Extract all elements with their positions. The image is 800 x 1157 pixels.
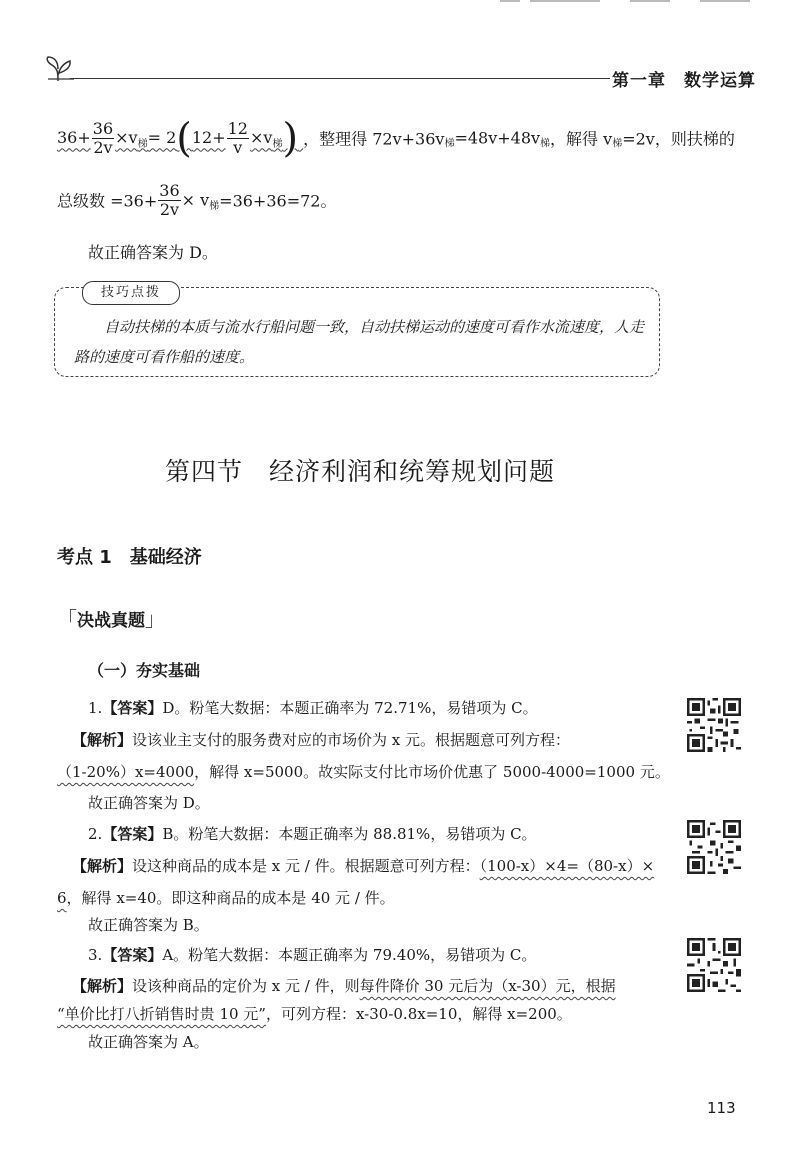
- formula-text: = 2: [147, 127, 177, 147]
- formula-text: ，整理得 72v+36v: [303, 129, 445, 149]
- left-bracket: 「: [57, 607, 77, 631]
- fraction-numerator: 36: [92, 118, 114, 138]
- formula-text: ，解得 v: [550, 129, 613, 149]
- tip-tag: 技巧点拨: [82, 281, 180, 305]
- q1-final: 故正确答案为 D。: [88, 794, 210, 812]
- answer-text: 故正确答案为 D。: [88, 243, 218, 262]
- q2-answer: [88, 823, 537, 844]
- formula-text: 总级数 =36+: [57, 191, 158, 211]
- topic-heading: 考点 1 基础经济: [57, 547, 202, 568]
- formula-text: =36+36=72。: [219, 191, 337, 211]
- qr-code-icon[interactable]: [687, 698, 741, 752]
- subscript: 梯: [209, 200, 220, 212]
- fraction: [158, 182, 180, 218]
- qr-code-icon[interactable]: [687, 938, 741, 992]
- qr-code-icon[interactable]: [687, 820, 741, 874]
- formula-text: 12+: [191, 127, 226, 147]
- formula-text: ×v: [115, 127, 138, 147]
- answer-tag: 【答案】: [102, 699, 163, 717]
- analysis-quote: “单价比打八折销售时贵 10 元”: [57, 1005, 266, 1023]
- tip-text: 自动扶梯的本质与流水行船问题一致，自动扶梯运动的速度可看作水流速度，人走路的速度可看作船的速度。: [74, 318, 645, 366]
- section-title: 第四节 经济利润和统筹规划问题: [165, 457, 556, 486]
- answer-text: A。粉笔大数据：本题正确率为 79.40%，易错项为 C。: [162, 946, 537, 964]
- formula-line-1: [57, 115, 747, 178]
- formula-text: =48v+48v: [454, 128, 541, 148]
- fraction: [92, 120, 114, 156]
- fraction-numerator: 12: [227, 118, 248, 138]
- exam-heading-label: 决战真题: [77, 611, 145, 631]
- analysis-equation: （100-x）×4=（80-x）×: [479, 857, 655, 875]
- exam-heading: [57, 603, 165, 632]
- analysis-text: 设这种商品的成本是 x 元 / 件。根据题意可列方程：: [132, 857, 480, 875]
- analysis-equation: （1-20%）x=4000: [57, 763, 195, 781]
- subsection-heading: （一）夯实基础: [88, 661, 201, 680]
- analysis-tag: 【解析】: [72, 977, 133, 995]
- analysis-text: ，解得 x=5000。故实际支付比市场价优惠了 5000-4000=1000 元。: [194, 763, 670, 781]
- fraction-numerator: 36: [159, 181, 180, 200]
- formula-text: =2v，则扶梯的: [622, 129, 735, 149]
- fraction-denominator: 2v: [93, 137, 113, 157]
- subscript: 梯: [137, 138, 148, 150]
- answer-tag: 【答案】: [102, 946, 163, 964]
- q2-analysis-line1: [72, 855, 654, 876]
- analysis-tag: 【解析】: [72, 857, 133, 875]
- formula-1-equation: [57, 115, 303, 161]
- fraction-denominator: v: [233, 137, 243, 157]
- analysis-text: 设该种商品的定价为 x 元 / 件，则: [132, 977, 360, 995]
- analysis-equation: 6: [57, 889, 67, 907]
- answer-tag: 【答案】: [102, 825, 163, 843]
- subscript: 梯: [272, 138, 283, 150]
- answer-text: D。粉笔大数据：本题正确率为 72.71%，易错项为 C。: [162, 699, 538, 717]
- formula-text: ×v: [249, 127, 273, 147]
- fraction: [227, 120, 249, 156]
- fraction-denominator: 2v: [159, 199, 180, 219]
- question-number: 1.: [88, 699, 103, 717]
- answer-text: B。粉笔大数据：本题正确率为 88.81%，易错项为 C。: [162, 825, 537, 843]
- analysis-text: ，可列方程：x-30-0.8x=10，解得 x=200。: [265, 1005, 572, 1023]
- analysis-equation: 每件降价 30 元后为（x-30）元，根据: [359, 977, 616, 995]
- q3-analysis-line2: [57, 1003, 572, 1024]
- subscript: 梯: [540, 138, 551, 150]
- question-number: 2.: [88, 825, 103, 843]
- formula-text: × v: [181, 190, 210, 210]
- q3-answer: [88, 944, 536, 965]
- q1-analysis-line1: [72, 729, 570, 750]
- chapter-header: 第一章 数学运算: [612, 71, 756, 91]
- q1-analysis-line2: [57, 761, 670, 782]
- subscript: 梯: [612, 138, 623, 150]
- analysis-text: ，解得 x=40。即这种商品的成本是 40 元 / 件。: [66, 889, 395, 907]
- formula-text: 36+: [57, 127, 91, 147]
- q2-final: 故正确答案为 B。: [88, 916, 209, 934]
- q2-analysis-line2: [57, 887, 395, 908]
- formula-line-2: [57, 182, 657, 218]
- page-number: 113: [707, 1099, 736, 1117]
- left-paren: (: [176, 115, 192, 161]
- subscript: 梯: [444, 138, 455, 150]
- analysis-text: 设该业主支付的服务费对应的市场价为 x 元。根据题意可列方程：: [132, 731, 571, 749]
- right-paren: ): [282, 115, 299, 161]
- q3-final: 故正确答案为 A。: [88, 1033, 209, 1051]
- scan-marks: [500, 0, 760, 4]
- q3-analysis-line1: [72, 975, 616, 996]
- right-bracket: 」: [145, 607, 165, 631]
- header-rule: [70, 78, 610, 79]
- analysis-tag: 【解析】: [72, 731, 133, 749]
- q1-answer: [88, 697, 538, 718]
- question-number: 3.: [88, 946, 103, 964]
